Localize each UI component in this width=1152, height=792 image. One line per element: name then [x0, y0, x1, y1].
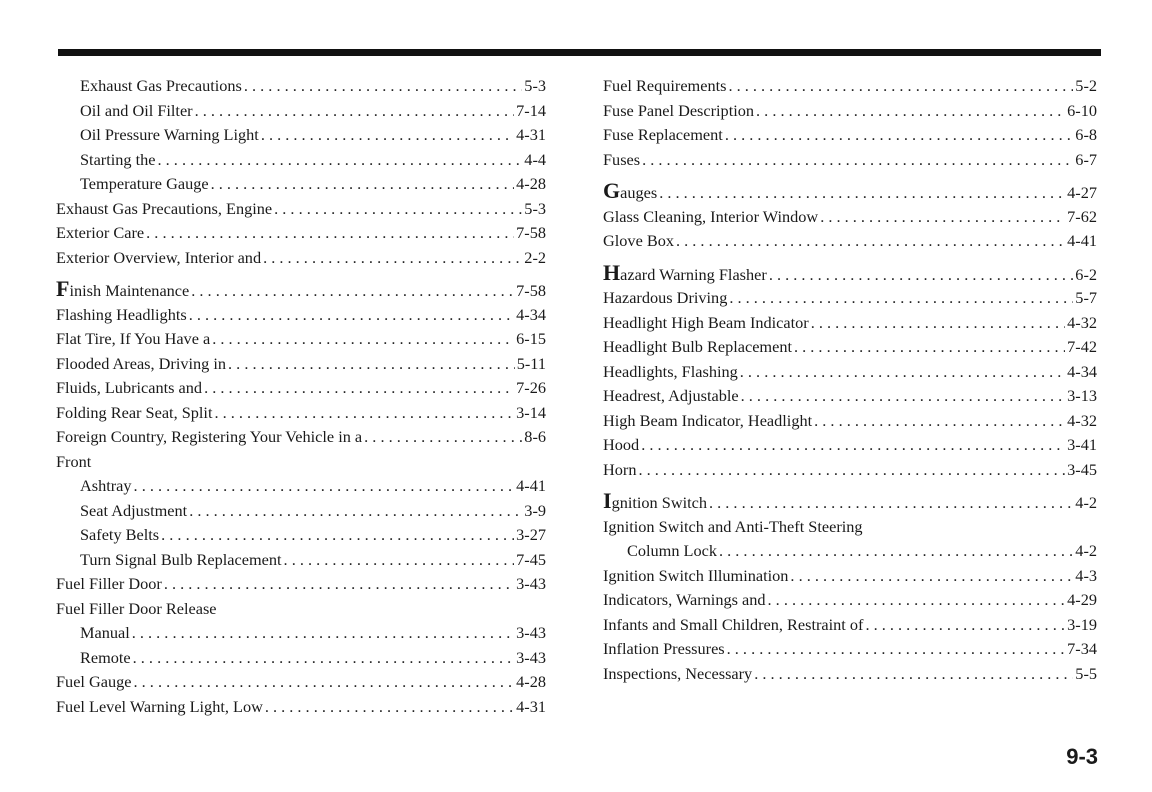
- index-entry-page: 4-31: [516, 125, 546, 144]
- index-entry-page: 5-3: [524, 76, 546, 95]
- index-entry-label: Seat Adjustment: [80, 500, 188, 520]
- index-entry-page: 5-7: [1075, 288, 1097, 307]
- index-entry-page: 3-43: [516, 647, 546, 667]
- index-entry-page: 4-2: [1075, 541, 1097, 560]
- dot-leader: [811, 311, 1065, 336]
- index-entry: [603, 286, 1097, 311]
- index-entry: [603, 360, 1097, 385]
- dot-leader: [284, 548, 515, 573]
- index-entry-label: Exhaust Gas Precautions: [80, 76, 242, 95]
- dot-leader: [641, 433, 1065, 458]
- dot-leader: [741, 384, 1066, 409]
- dot-leader: [769, 263, 1073, 288]
- index-entry-page: 7-58: [516, 223, 546, 242]
- index-entry-label: Ignition Switch Illumination: [603, 565, 789, 585]
- index-entry-label: Hazardous Driving: [603, 288, 728, 307]
- index-entry-label: Starting the: [80, 149, 156, 169]
- index-entry: [56, 172, 546, 197]
- index-entry: [56, 670, 546, 695]
- index-entry: [56, 474, 546, 499]
- dot-leader: [189, 303, 514, 328]
- index-entry-label: Foreign Country, Registering Your Vehicle in a: [56, 427, 363, 446]
- index-entry-page: 5-3: [524, 198, 546, 218]
- index-entry-label: Infants and Small Children, Restraint of: [603, 614, 864, 634]
- index-entry-label: Fuse Replacement: [603, 125, 723, 144]
- index-entry: [56, 523, 546, 548]
- index-entry-label: Headlight High Beam Indicator: [603, 312, 809, 332]
- index-entry: [56, 695, 546, 720]
- index-entry-label: Ignition Switch: [603, 488, 707, 513]
- index-entry-page: 4-41: [516, 476, 546, 495]
- index-entry: [603, 409, 1097, 434]
- index-entry: [603, 433, 1097, 458]
- dot-leader: [719, 539, 1073, 564]
- dot-leader: [228, 352, 515, 377]
- dot-leader: [768, 588, 1066, 613]
- index-entry-label: Folding Rear Seat, Split: [56, 402, 213, 422]
- index-entry: [56, 327, 546, 352]
- index-entry-page: 6-10: [1067, 100, 1097, 120]
- index-entry: [603, 588, 1097, 613]
- index-entry-page: 4-3: [1075, 565, 1097, 585]
- index-entry-page: 4-4: [524, 149, 546, 169]
- index-entry-page: 3-41: [1067, 435, 1097, 454]
- index-entry: [603, 490, 1097, 515]
- dot-leader: [244, 74, 522, 99]
- index-entry-label: Fuel Gauge: [56, 672, 132, 691]
- dot-leader: [134, 670, 515, 695]
- index-entry-label: Indicators, Warnings and: [603, 590, 766, 609]
- dot-leader: [790, 564, 1073, 589]
- index-entry: [56, 148, 546, 173]
- index-entry-label: Hood: [603, 435, 640, 454]
- dot-leader: [729, 286, 1073, 311]
- index-entry: [56, 572, 546, 597]
- index-entry: [603, 662, 1097, 687]
- index-entry-label: Flat Tire, If You Have a: [56, 329, 211, 348]
- index-entry: [603, 148, 1097, 173]
- index-entry-label: Finish Maintenance: [56, 276, 190, 301]
- index-entry-label: Temperature Gauge: [80, 174, 209, 193]
- index-entry-page: 6-2: [1075, 264, 1097, 284]
- dot-leader: [158, 148, 523, 173]
- dot-leader: [134, 474, 515, 499]
- index-entry-page: 3-13: [1067, 386, 1097, 405]
- index-entry-label: Exhaust Gas Precautions, Engine: [56, 198, 273, 218]
- index-entry-page: 7-58: [516, 281, 546, 300]
- dot-leader: [364, 425, 522, 450]
- index-entry: [56, 352, 546, 377]
- index-entry-label: Manual: [80, 623, 130, 642]
- dot-leader: [728, 74, 1073, 99]
- index-entry-label: Column Lock: [627, 541, 717, 560]
- index-entry-label: Hazard Warning Flasher: [603, 259, 767, 285]
- index-entry-page: 4-28: [516, 672, 546, 691]
- dot-leader: [265, 695, 514, 720]
- index-entry-label: Glove Box: [603, 231, 674, 250]
- index-entry: [603, 99, 1097, 124]
- index-entry: [56, 646, 546, 671]
- index-entry-label: Remote: [80, 647, 131, 667]
- index-column-right: [603, 74, 1097, 686]
- index-entry-label: Inflation Pressures: [603, 639, 725, 658]
- index-entry: [56, 278, 546, 303]
- index-entry-page: 4-27: [1067, 183, 1097, 202]
- index-entry-label: Gauges: [603, 178, 658, 203]
- index-entry: [603, 384, 1097, 409]
- index-entry: [56, 123, 546, 148]
- index-entry-page: 6-7: [1075, 149, 1097, 169]
- index-entry-page: 4-28: [516, 174, 546, 193]
- index-section-letter: G: [603, 178, 621, 203]
- dot-leader: [659, 181, 1065, 206]
- dot-leader: [638, 458, 1065, 483]
- dot-leader: [191, 279, 514, 304]
- index-entry-page: 4-31: [516, 696, 546, 716]
- index-heading: Front: [56, 451, 92, 471]
- dot-leader: [642, 148, 1073, 173]
- index-entry: [603, 229, 1097, 254]
- index-entry-page: 7-14: [516, 100, 546, 120]
- dot-leader: [274, 197, 522, 222]
- index-section-letter: H: [603, 259, 621, 285]
- dot-leader: [133, 646, 515, 671]
- index-entry: [603, 180, 1097, 205]
- index-entry: [603, 205, 1097, 230]
- index-entry-page: 7-42: [1067, 337, 1097, 356]
- index-entry-page: 7-26: [516, 378, 546, 397]
- header-rule: [58, 49, 1101, 56]
- index-entry: [56, 74, 546, 99]
- index-entry: [56, 197, 546, 222]
- index-entry: [56, 376, 546, 401]
- index-entry-page: 3-43: [516, 574, 546, 593]
- dot-leader: [132, 621, 514, 646]
- index-entry: [603, 311, 1097, 336]
- index-heading: Fuel Filler Door Release: [56, 598, 217, 618]
- index-entry-page: 7-34: [1067, 639, 1097, 658]
- index-entry-page: 4-34: [516, 304, 546, 324]
- index-entry: [603, 123, 1097, 148]
- dot-leader: [146, 221, 514, 246]
- index-entry-label: Headrest, Adjustable: [603, 386, 739, 405]
- index-entry-page: 4-29: [1067, 590, 1097, 609]
- index-entry: [603, 458, 1097, 483]
- index-entry-page: 5-2: [1075, 76, 1097, 95]
- index-entry: [603, 564, 1097, 589]
- dot-leader: [204, 376, 514, 401]
- dot-leader: [211, 172, 515, 197]
- dot-leader: [740, 360, 1065, 385]
- index-entry-label: Flashing Headlights: [56, 304, 187, 324]
- index-entry-label: Safety Belts: [80, 525, 160, 544]
- index-entry: [56, 246, 546, 271]
- dot-leader: [164, 572, 514, 597]
- dot-leader: [727, 637, 1066, 662]
- index-entry-label: Turn Signal Bulb Replacement: [80, 549, 282, 569]
- index-entry-label: Fluids, Lubricants and: [56, 378, 203, 397]
- index-entry: [56, 621, 546, 646]
- index-entry-label: High Beam Indicator, Headlight: [603, 410, 813, 430]
- dot-leader: [756, 99, 1065, 124]
- index-entry-page: 3-45: [1067, 459, 1097, 479]
- index-entry-label: Exterior Care: [56, 223, 145, 242]
- index-entry-page: 3-14: [516, 402, 546, 422]
- index-heading: Ignition Switch and Anti-Theft Steering: [603, 516, 863, 536]
- index-entry-label: Glass Cleaning, Interior Window: [603, 206, 819, 226]
- index-entry-label: Ashtray: [80, 476, 132, 495]
- index-entry-label: Exterior Overview, Interior and: [56, 247, 262, 267]
- index-entry-label: Oil and Oil Filter: [80, 100, 193, 120]
- index-entry-page: 5-11: [516, 353, 546, 373]
- index-entry-page: 4-32: [1067, 312, 1097, 332]
- dot-leader: [214, 401, 514, 426]
- index-entry-label: Headlights, Flashing: [603, 361, 738, 381]
- index-entry-label: Oil Pressure Warning Light: [80, 125, 259, 144]
- index-entry: [603, 74, 1097, 99]
- index-entry: [603, 335, 1097, 360]
- index-entry: [56, 548, 546, 573]
- index-entry: [56, 425, 546, 450]
- index-entry-page: 4-34: [1067, 361, 1097, 381]
- dot-leader: [725, 123, 1073, 148]
- index-entry: [603, 539, 1097, 564]
- index-entry: [56, 401, 546, 426]
- index-entry-page: 6-8: [1075, 125, 1097, 144]
- index-entry-page: 2-2: [524, 247, 546, 267]
- index-entry-page: 5-5: [1075, 663, 1097, 683]
- index-entry-page: 3-43: [516, 623, 546, 642]
- index-entry-label: Fuel Requirements: [603, 76, 727, 95]
- index-entry-page: 6-15: [516, 329, 546, 348]
- dot-leader: [189, 499, 522, 524]
- index-entry-page: 3-19: [1067, 614, 1097, 634]
- dot-leader: [794, 335, 1065, 360]
- index-section-letter: I: [603, 488, 612, 513]
- index-entry-label: Fuses: [603, 149, 641, 169]
- index-entry-page: 4-2: [1075, 493, 1097, 512]
- index-entry-page: 7-62: [1067, 206, 1097, 226]
- dot-leader: [161, 523, 514, 548]
- dot-leader: [814, 409, 1065, 434]
- index-entry-page: 4-41: [1067, 231, 1097, 250]
- index-entry: [56, 303, 546, 328]
- dot-leader: [709, 491, 1073, 516]
- index-entry: [56, 499, 546, 524]
- dot-leader: [261, 123, 514, 148]
- index-entry: [56, 99, 546, 124]
- index-entry-label: Fuel Filler Door: [56, 574, 162, 593]
- index-section-letter: F: [56, 276, 70, 301]
- dot-leader: [754, 662, 1073, 687]
- index-entry: [603, 613, 1097, 638]
- index-entry-label: Inspections, Necessary: [603, 663, 753, 683]
- dot-leader: [820, 205, 1065, 230]
- index-entry-label: Fuel Level Warning Light, Low: [56, 696, 263, 716]
- index-entry-label: Horn: [603, 459, 637, 479]
- index-entry-page: 3-27: [516, 525, 546, 544]
- index-entry-page: 4-32: [1067, 410, 1097, 430]
- dot-leader: [865, 613, 1065, 638]
- index-entry: [56, 221, 546, 246]
- index-entry-label: Headlight Bulb Replacement: [603, 337, 792, 356]
- index-entry-label: Flooded Areas, Driving in: [56, 353, 227, 373]
- index-column-left: [56, 74, 546, 719]
- index-entry-page: 7-45: [516, 549, 546, 569]
- index-entry: [603, 637, 1097, 662]
- index-entry-page: 3-9: [524, 500, 546, 520]
- index-entry-label: Fuse Panel Description: [603, 100, 755, 120]
- dot-leader: [676, 229, 1065, 254]
- index-entry: [603, 259, 1097, 287]
- index-entry-page: 8-6: [524, 427, 546, 446]
- dot-leader: [263, 246, 522, 271]
- dot-leader: [195, 99, 515, 124]
- page-number: 9-3: [1066, 744, 1098, 769]
- dot-leader: [212, 327, 514, 352]
